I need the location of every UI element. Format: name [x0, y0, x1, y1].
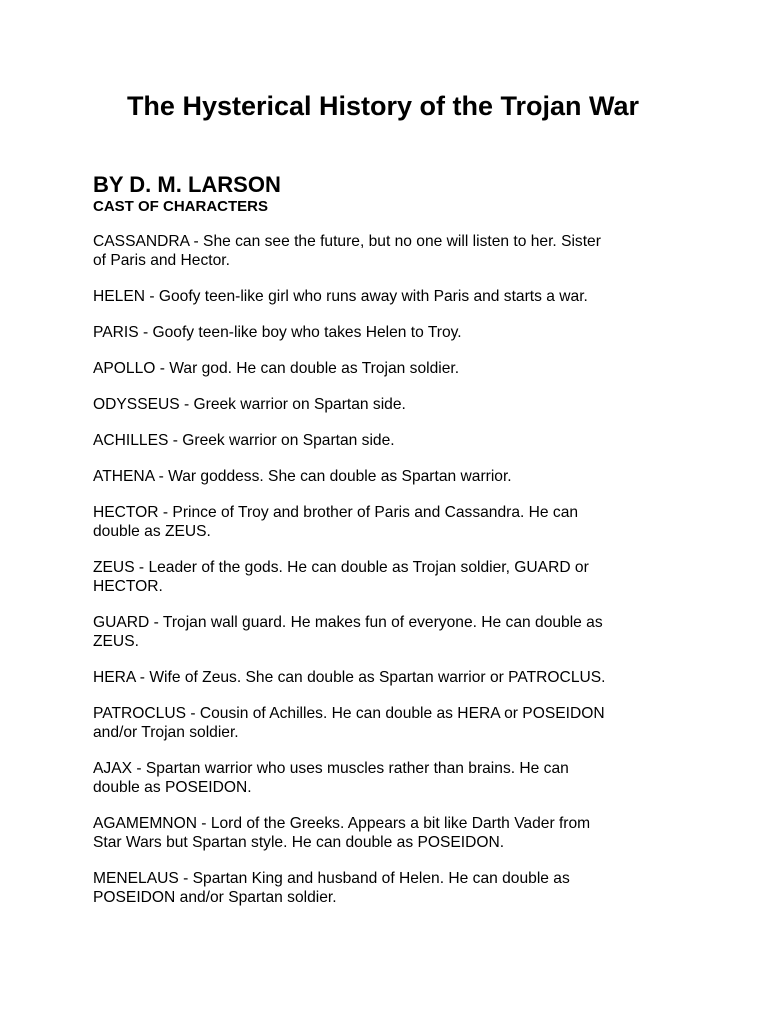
cast-entry-paris: PARIS - Goofy teen-like boy who takes Helen to Troy. — [93, 324, 462, 341]
cast-heading: CAST OF CHARACTERS — [93, 198, 268, 215]
cast-entry-athena: ATHENA - War goddess. She can double as Spartan warrior. — [93, 468, 512, 485]
cast-entry-menelaus: MENELAUS - Spartan King and husband of Helen. He can double as POSEIDON and/or Spartan soldier. — [93, 870, 570, 906]
cast-entry-helen: HELEN - Goofy teen-like girl who runs away with Paris and starts a war. — [93, 288, 588, 305]
cast-entry-agamemnon: AGAMEMNON - Lord of the Greeks. Appears a bit like Darth Vader from Star Wars but Spartan style. He can double as POSEIDON. — [93, 815, 591, 851]
cast-entry-patroclus: PATROCLUS - Cousin of Achilles. He can double as HERA or POSEIDON and/or Trojan soldier. — [93, 705, 605, 741]
cast-entry-apollo: APOLLO - War god. He can double as Trojan soldier. — [93, 360, 460, 377]
author-byline: BY D. M. LARSON — [93, 172, 281, 197]
cast-entry-zeus: ZEUS - Leader of the gods. He can double as Trojan soldier, GUARD or HECTOR. — [93, 559, 589, 595]
cast-entry-cassandra: CASSANDRA - She can see the future, but no one will listen to her. Sister of Paris and Hector. — [93, 233, 601, 269]
cast-entry-ajax: AJAX - Spartan warrior who uses muscles rather than brains. He can double as POSEIDON. — [93, 760, 569, 796]
cast-entry-hector: HECTOR - Prince of Troy and brother of Paris and Cassandra. He can double as ZEUS. — [93, 504, 579, 540]
cast-entry-achilles: ACHILLES - Greek warrior on Spartan side. — [93, 432, 395, 449]
cast-entry-odysseus: ODYSSEUS - Greek warrior on Spartan side. — [93, 396, 406, 413]
document-title: The Hysterical History of the Trojan War — [126, 91, 640, 121]
cast-list — [93, 232, 683, 924]
cast-entry-hera: HERA - Wife of Zeus. She can double as Spartan warrior or PATROCLUS. — [93, 669, 606, 686]
cast-entry-guard: GUARD - Trojan wall guard. He makes fun of everyone. He can double as ZEUS. — [93, 614, 603, 650]
